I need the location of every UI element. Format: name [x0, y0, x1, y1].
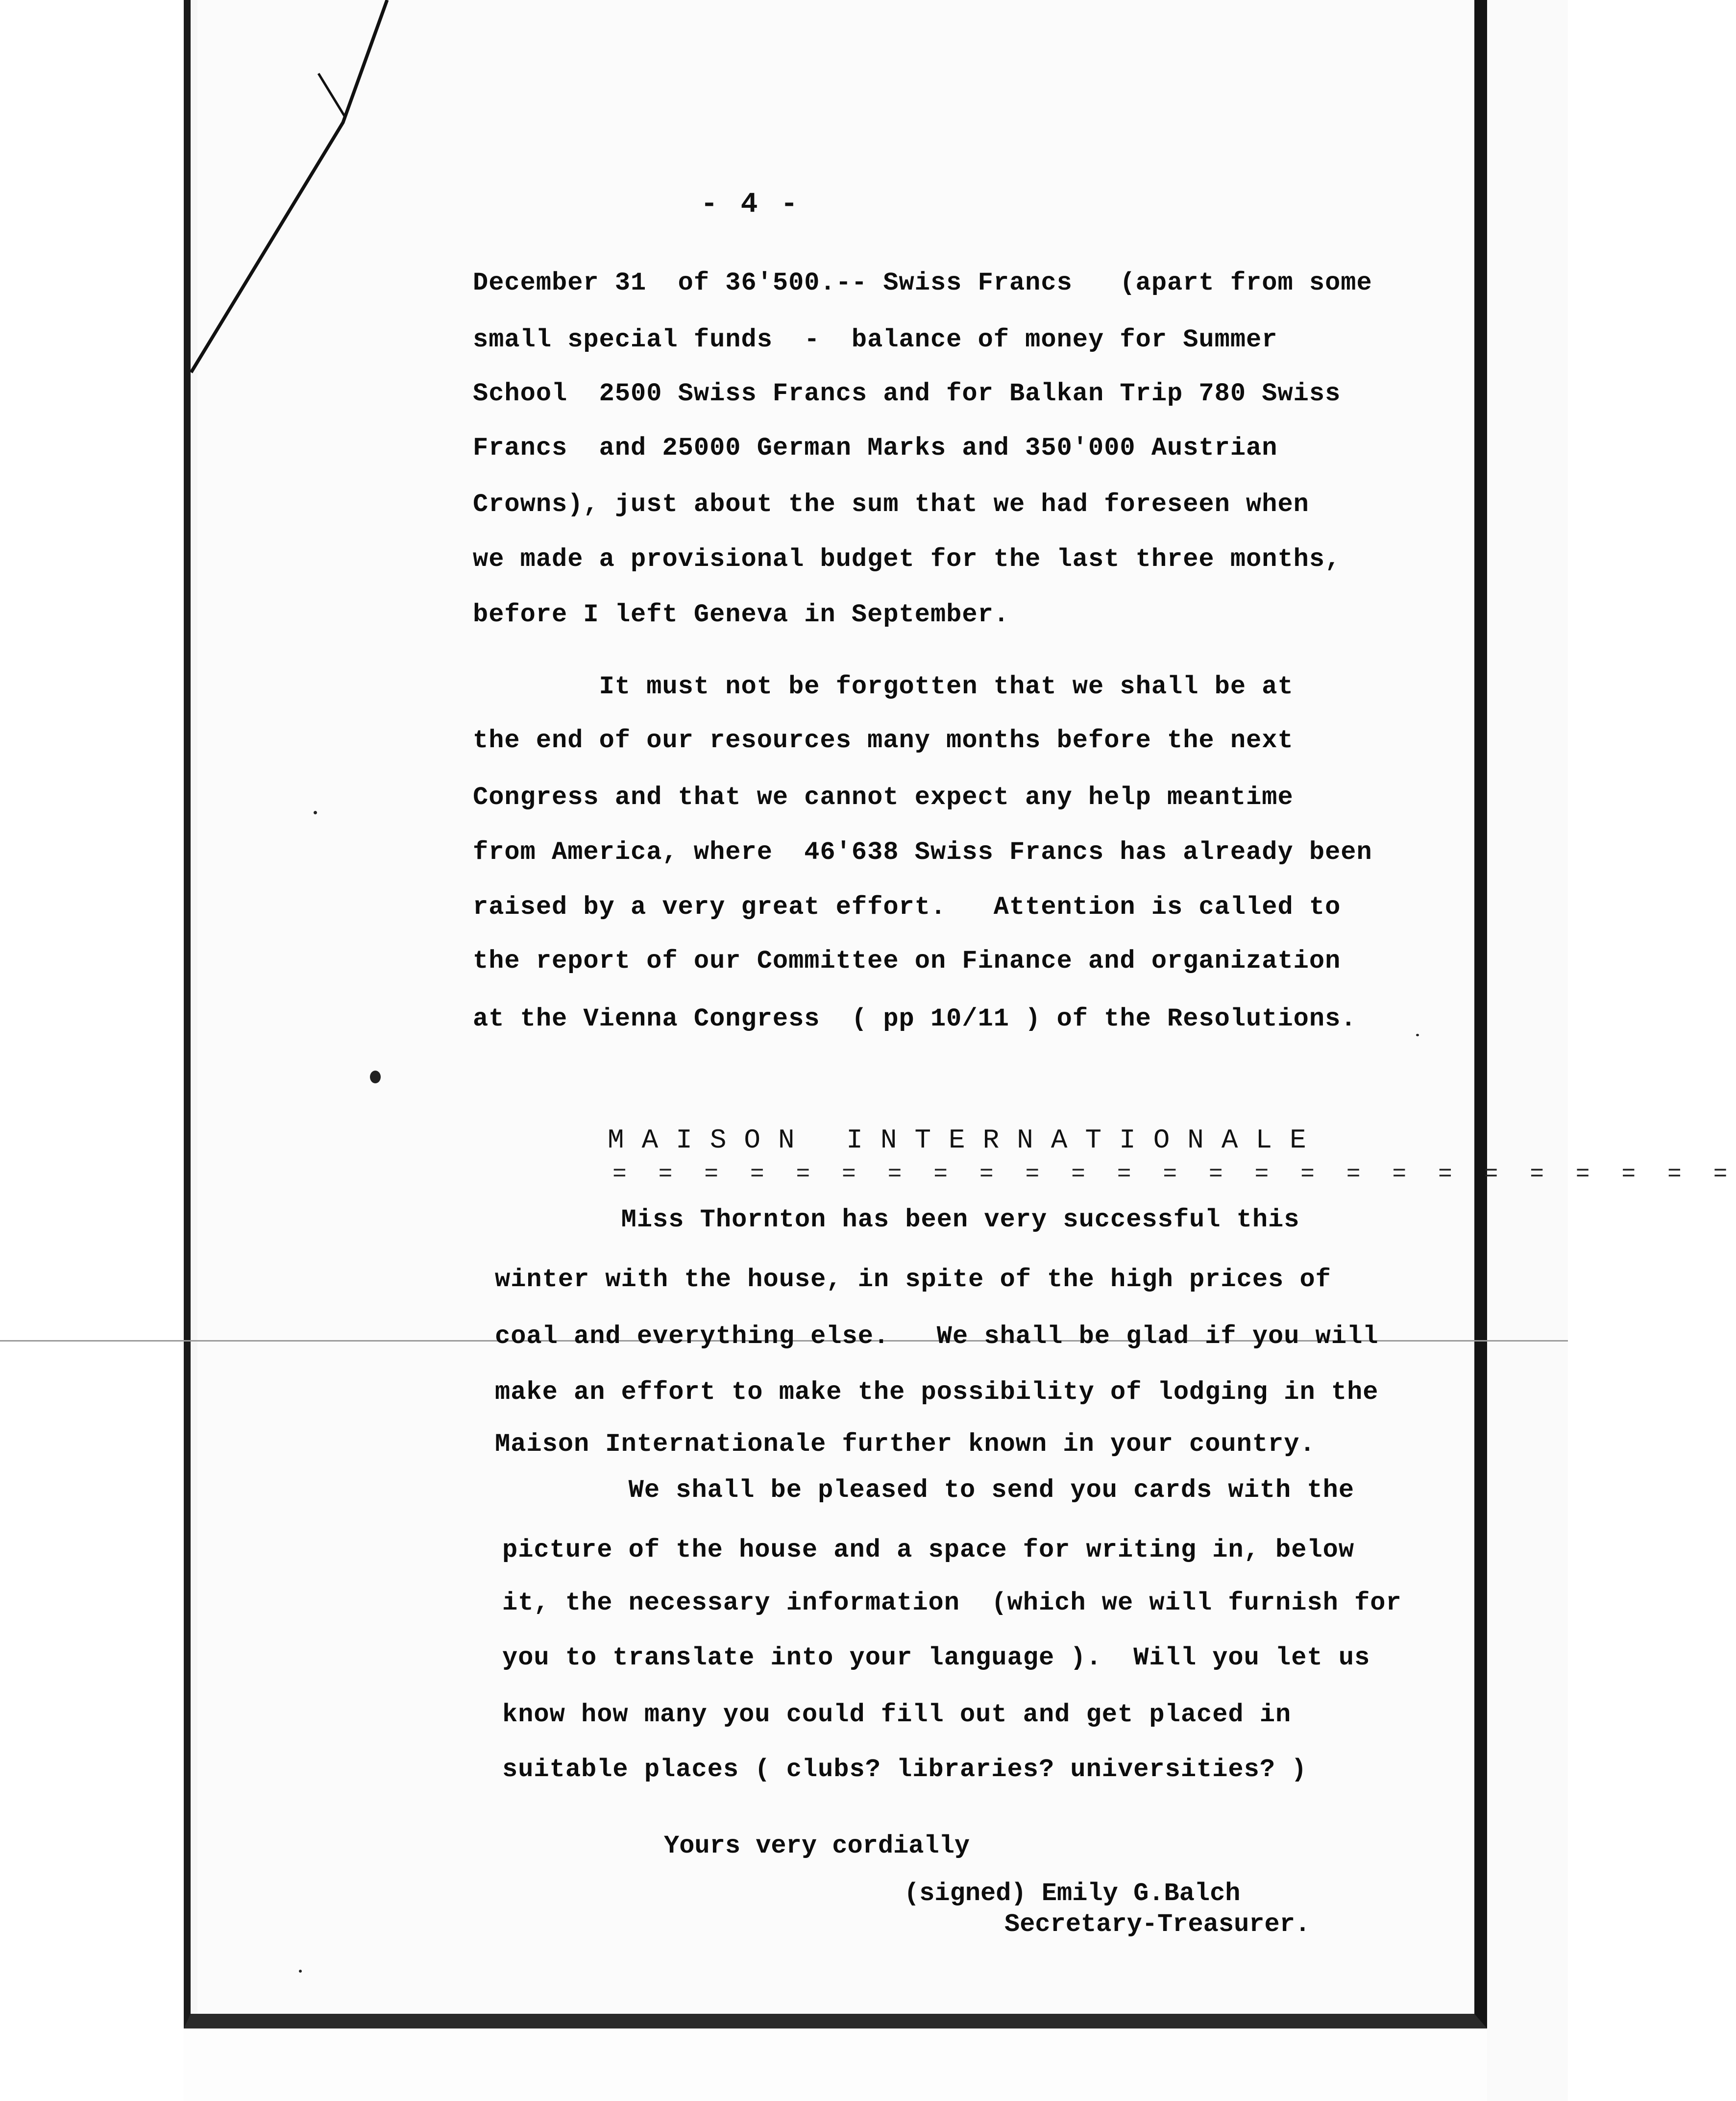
text-line: from America, where 46'638 Swiss Francs has already been	[473, 838, 1372, 867]
text-line: winter with the house, in spite of the high prices of	[495, 1265, 1331, 1294]
text-line: December 31 of 36'500.-- Swiss Francs (apart from some	[473, 269, 1372, 297]
signature-line: (signed) Emily G.Balch	[904, 1879, 1241, 1908]
ink-speck	[314, 811, 317, 814]
scan-margin-left	[0, 0, 184, 2101]
text-line: know how many you could fill out and get placed in	[502, 1700, 1292, 1729]
text-line: raised by a very great effort. Attention is called to	[473, 893, 1341, 922]
text-line: suitable places ( clubs? libraries? universities? )	[502, 1755, 1307, 1784]
text-line: Crowns), just about the sum that we had foreseen when	[473, 490, 1309, 519]
ink-speck	[299, 1970, 302, 1973]
text-line: coal and everything else. We shall be glad if you will	[495, 1322, 1379, 1351]
text-line: School 2500 Swiss Francs and for Balkan Trip 780 Swiss	[473, 379, 1341, 408]
text-line: at the Vienna Congress ( pp 10/11 ) of the Resolutions.	[473, 1004, 1357, 1033]
text-line: make an effort to make the possibility of lodging in the	[495, 1378, 1379, 1407]
scan-margin-right	[1487, 0, 1568, 2101]
text-line: Congress and that we cannot expect any help meantime	[473, 783, 1294, 812]
page-number: - 4 -	[701, 189, 801, 220]
section-heading: MAISON INTERNATIONALE	[608, 1124, 1324, 1156]
pen-stroke-mark	[191, 0, 397, 372]
ink-speck	[370, 1071, 381, 1083]
text-line: picture of the house and a space for writing in, below	[502, 1536, 1355, 1564]
text-line: small special funds - balance of money for Summer	[473, 325, 1278, 354]
ink-speck	[1416, 1034, 1419, 1036]
heading-underline: = = = = = = = = = = = = = = = = = = = = = = = = =	[612, 1161, 1736, 1188]
text-line: we made a provisional budget for the last three months,	[473, 545, 1341, 574]
text-line: before I left Geneva in September.	[473, 600, 1009, 629]
text-line: Miss Thornton has been very successful this	[495, 1205, 1300, 1234]
text-line: the report of our Committee on Finance and organization	[473, 947, 1341, 976]
text-line: Francs and 25000 German Marks and 350'000 Austrian	[473, 434, 1278, 463]
closing-salutation: Yours very cordially	[664, 1832, 970, 1860]
signature-title: Secretary-Treasurer.	[1004, 1910, 1311, 1939]
text-line: It must not be forgotten that we shall be at	[473, 672, 1294, 701]
text-line: it, the necessary information (which we will furnish for	[502, 1588, 1402, 1617]
text-line: Maison Internationale further known in your country.	[495, 1430, 1316, 1459]
text-line: you to translate into your language ). Will you let us	[502, 1643, 1370, 1672]
text-line: the end of our resources many months before the next	[473, 726, 1294, 755]
text-line: We shall be pleased to send you cards with the	[502, 1476, 1355, 1505]
